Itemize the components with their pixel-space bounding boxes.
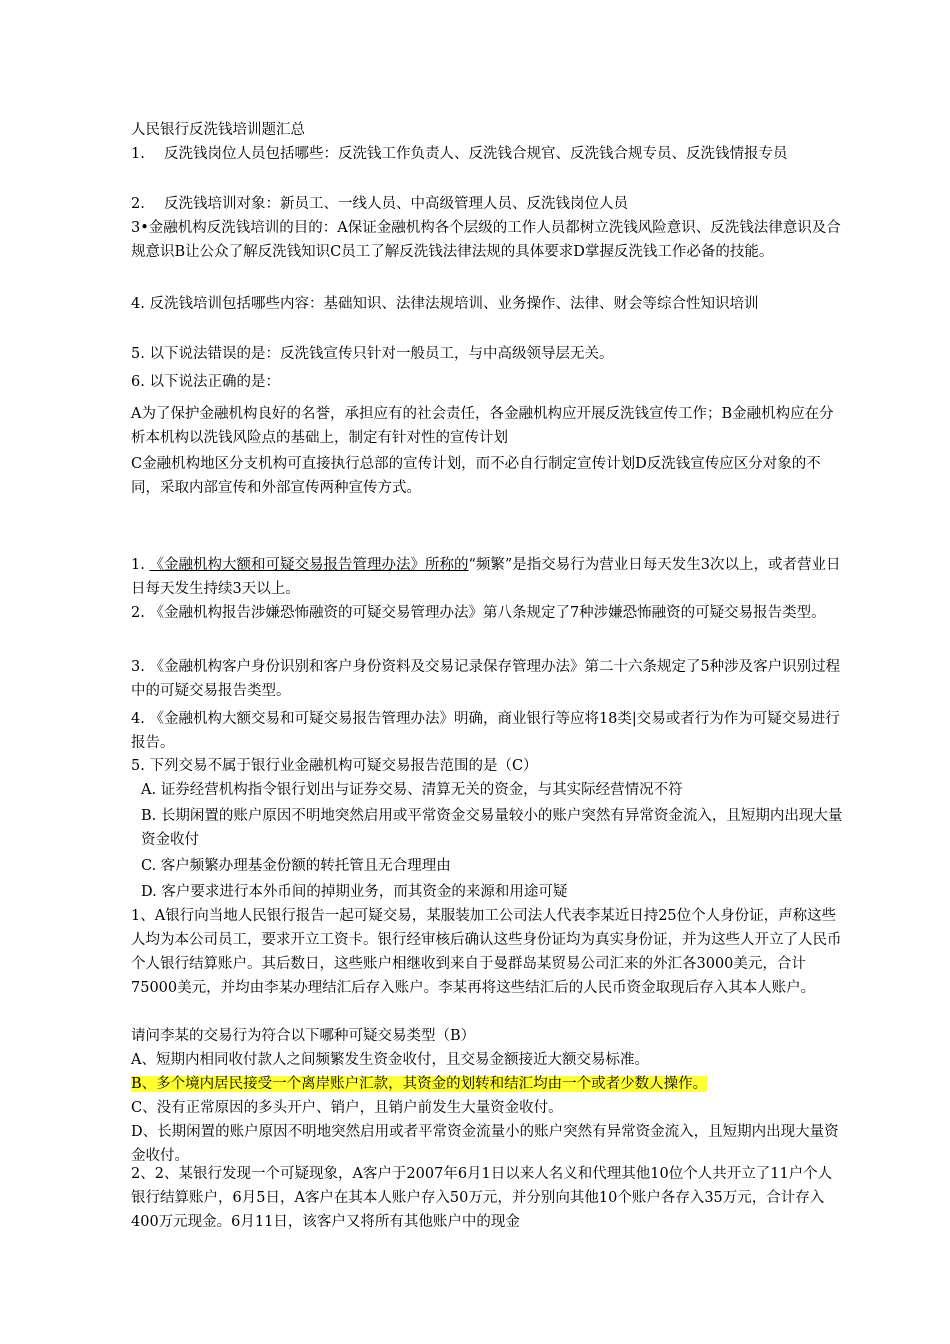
part1-item-2: 2. 反洗钱培训对象：新员工、一线人员、中高级管理人员、反洗钱岗位人员: [131, 196, 628, 212]
q5-option-b: B. 长期闲置的账户原因不明地突然启用或平常资金交易量较小的账户突然有异常资金流入，且短期内出现大量资金收付: [141, 808, 843, 848]
part2-q3: 3. 《金融机构客户身份识别和客户身份资料及交易记录保存管理办法》第二十六条规定了5种涉及客户识别过程中的可疑交易报告类型。: [131, 659, 841, 699]
doc-title: 人民银行反洗钱培训题汇总: [131, 122, 305, 138]
case1-option-c: C、没有正常原因的多头开户、销户，且销户前发生大量资金收付。: [131, 1100, 563, 1116]
part2-q4: 4. 《金融机构大额交易和可疑交易报告管理办法》明确，商业银行等应将18类|交易或者行为作为可疑交易进行报告。: [131, 711, 840, 751]
case1-question: 请问李某的交易行为符合以下哪种可疑交易类型（B）: [131, 1028, 476, 1044]
part1-item-1: 1. 反洗钱岗位人员包括哪些：反洗钱工作负责人、反洗钱合规官、反洗钱合规专员、反洗钱情报专员: [131, 146, 788, 162]
q1-prefix: 1.: [131, 557, 150, 573]
part2-q5: 5. 下列交易不属于银行业金融机构可疑交易报告范围的是（C）: [131, 758, 538, 774]
case1-text: 1、A银行向当地人民银行报告一起可疑交易，某服装加工公司法人代表李某近日持25位个人身份证，声称这些人均为本公司员工，要求开立工资卡。银行经审核后确认这些身份证均为真实身份证，并为这些人开立了人民币个人银行结算账户。其后数日，这些账户相继收到来自于曼群岛某贸易公司汇来的外汇各3000美元，合计75000美元，并均由李某办理结汇后存入账户。李某再将这些结汇后的人民币资金取现后存入其本人账户。: [131, 908, 842, 996]
case1-option-d: D、长期闲置的账户原因不明地突然启用或者平常资金流量小的账户突然有异常资金流入，且短期内出现大量资金收付。: [131, 1124, 839, 1164]
part1-item-3: 3•金融机构反洗钱培训的目的：A保证金融机构各个层级的工作人员都树立洗钱风险意识、反洗钱法律意识及合规意识B让公众了解反洗钱知识C员工了解反洗钱法律法规的具体要求D掌握反洗钱工作必备的技能。: [131, 220, 841, 260]
part1-item-6-cd: C金融机构地区分支机构可直接执行总部的宣传计划，而不必自行制定宣传计划D反洗钱宣传应区分对象的不同，采取内部宣传和外部宣传两种宣传方式。: [131, 456, 821, 496]
case2-text: 2、2、某银行发现一个可疑现象，A客户于2007年6月1日以来人名义和代理其他10位个人共开立了11户个人银行结算账户，6月5日，A客户在其本人账户存入50万元，并分别向其他10个账户各存入35万元，合计存入400万元现金。6月11日，该客户又将所有其他账户中的现金: [131, 1166, 833, 1230]
q5-option-c: C. 客户频繁办理基金份额的转托管且无合理理由: [141, 858, 451, 874]
part1-item-6: 6. 以下说法正确的是：: [131, 374, 280, 390]
part2-q2: 2. 《金融机构报告涉嫌恐怖融资的可疑交易管理办法》第八条规定了7种涉嫌恐怖融资的可疑交易报告类型。: [131, 605, 826, 621]
part2-q1: [131, 553, 843, 601]
case1-option-a: A、短期内相同收付款人之间频繁发生资金收付，且交易金额接近大额交易标准。: [131, 1052, 649, 1068]
q5-option-a: A. 证券经营机构指令银行划出与证券交易、清算无关的资金，与其实际经营情况不符: [141, 782, 683, 798]
q1-rest: “频繁”是指交易行为营业日每天发生3次以上，或者营业日日每天发生持续3天以上。: [131, 557, 841, 597]
highlighted-answer: B、多个境内居民接受一个离岸账户汇款，其资金的划转和结汇均由一个或者少数人操作。: [131, 1076, 708, 1092]
part1-item-4: 4. 反洗钱培训包括哪些内容：基础知识、法律法规培训、业务操作、法律、财会等综合性知识培训: [131, 296, 759, 312]
part1-item-5: 5. 以下说法错误的是：反洗钱宣传只针对一般员工，与中高级领导层无关。: [131, 346, 614, 362]
case1-option-b: [131, 1072, 843, 1096]
q5-option-d: D. 客户要求进行本外币间的掉期业务，而其资金的来源和用途可疑: [141, 884, 568, 900]
q1-underlined: 《金融机构大额和可疑交易报告管理办法》所称的: [149, 557, 469, 573]
part1-item-6-ab: A为了保护金融机构良好的名誉，承担应有的社会责任，各金融机构应开展反洗钱宣传工作；B金融机构应在分析本机构以洗钱风险点的基础上，制定有针对性的宣传计划: [131, 406, 834, 446]
